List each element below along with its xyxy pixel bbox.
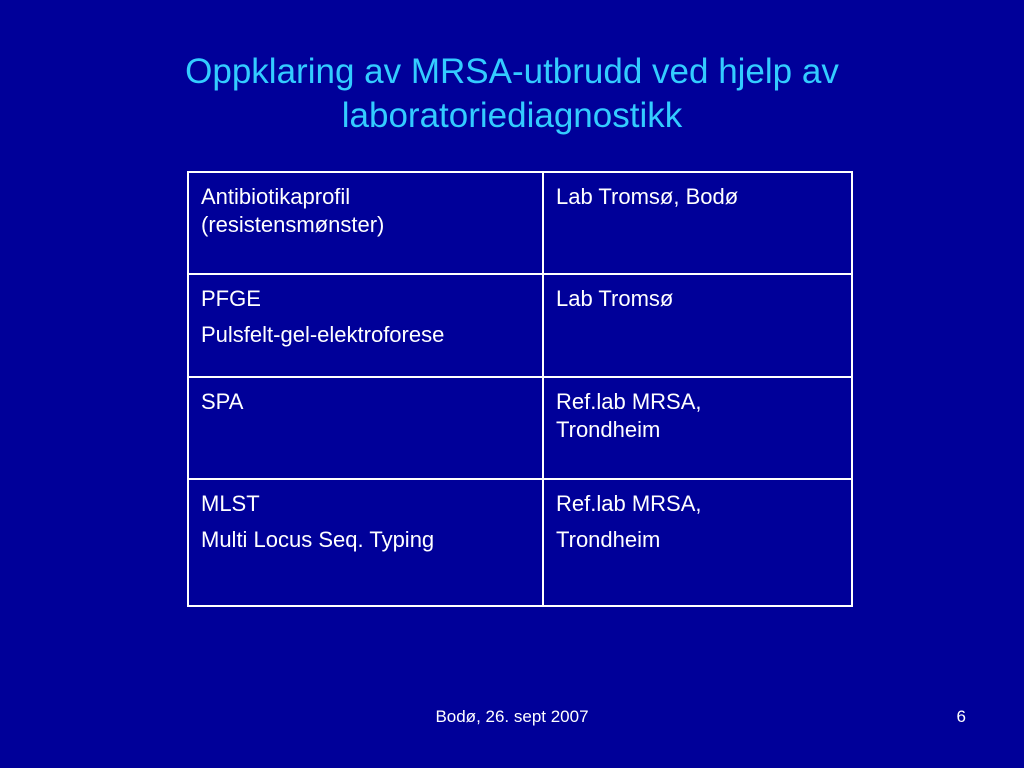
footer-date: Bodø, 26. sept 2007 <box>435 707 589 726</box>
table-row <box>188 377 852 479</box>
table-row <box>188 274 852 377</box>
slide-title <box>60 50 964 138</box>
lab-cell <box>543 172 852 274</box>
lab-name: Lab Tromsø, Bodø <box>556 184 739 209</box>
method-detail: Multi Locus Seq. Typing <box>201 527 435 552</box>
method-cell <box>188 274 543 377</box>
lab-location: Trondheim <box>556 417 661 442</box>
method-name: Antibiotikaprofil <box>201 184 351 209</box>
lab-location: Trondheim <box>556 527 661 552</box>
lab-cell <box>543 479 852 606</box>
method-name: MLST <box>201 491 260 516</box>
table-row <box>188 479 852 606</box>
lab-cell <box>543 377 852 479</box>
lab-name: Ref.lab MRSA, <box>556 389 702 414</box>
page-number: 6 <box>956 707 966 726</box>
method-name: SPA <box>201 389 244 414</box>
method-cell <box>188 172 543 274</box>
method-name: PFGE <box>201 286 261 311</box>
slide-title-line-1: Oppklaring av MRSA-utbrudd ved hjelp av <box>185 52 839 91</box>
lab-methods-table <box>187 171 853 607</box>
lab-name: Lab Tromsø <box>556 286 674 311</box>
method-detail: (resistensmønster) <box>201 212 385 237</box>
method-cell <box>188 479 543 606</box>
slide-title-line-2: laboratoriediagnostikk <box>341 96 683 135</box>
method-detail: Pulsfelt-gel-elektroforese <box>201 322 445 347</box>
method-cell <box>188 377 543 479</box>
table-row <box>188 172 852 274</box>
lab-name: Ref.lab MRSA, <box>556 491 702 516</box>
lab-cell <box>543 274 852 377</box>
